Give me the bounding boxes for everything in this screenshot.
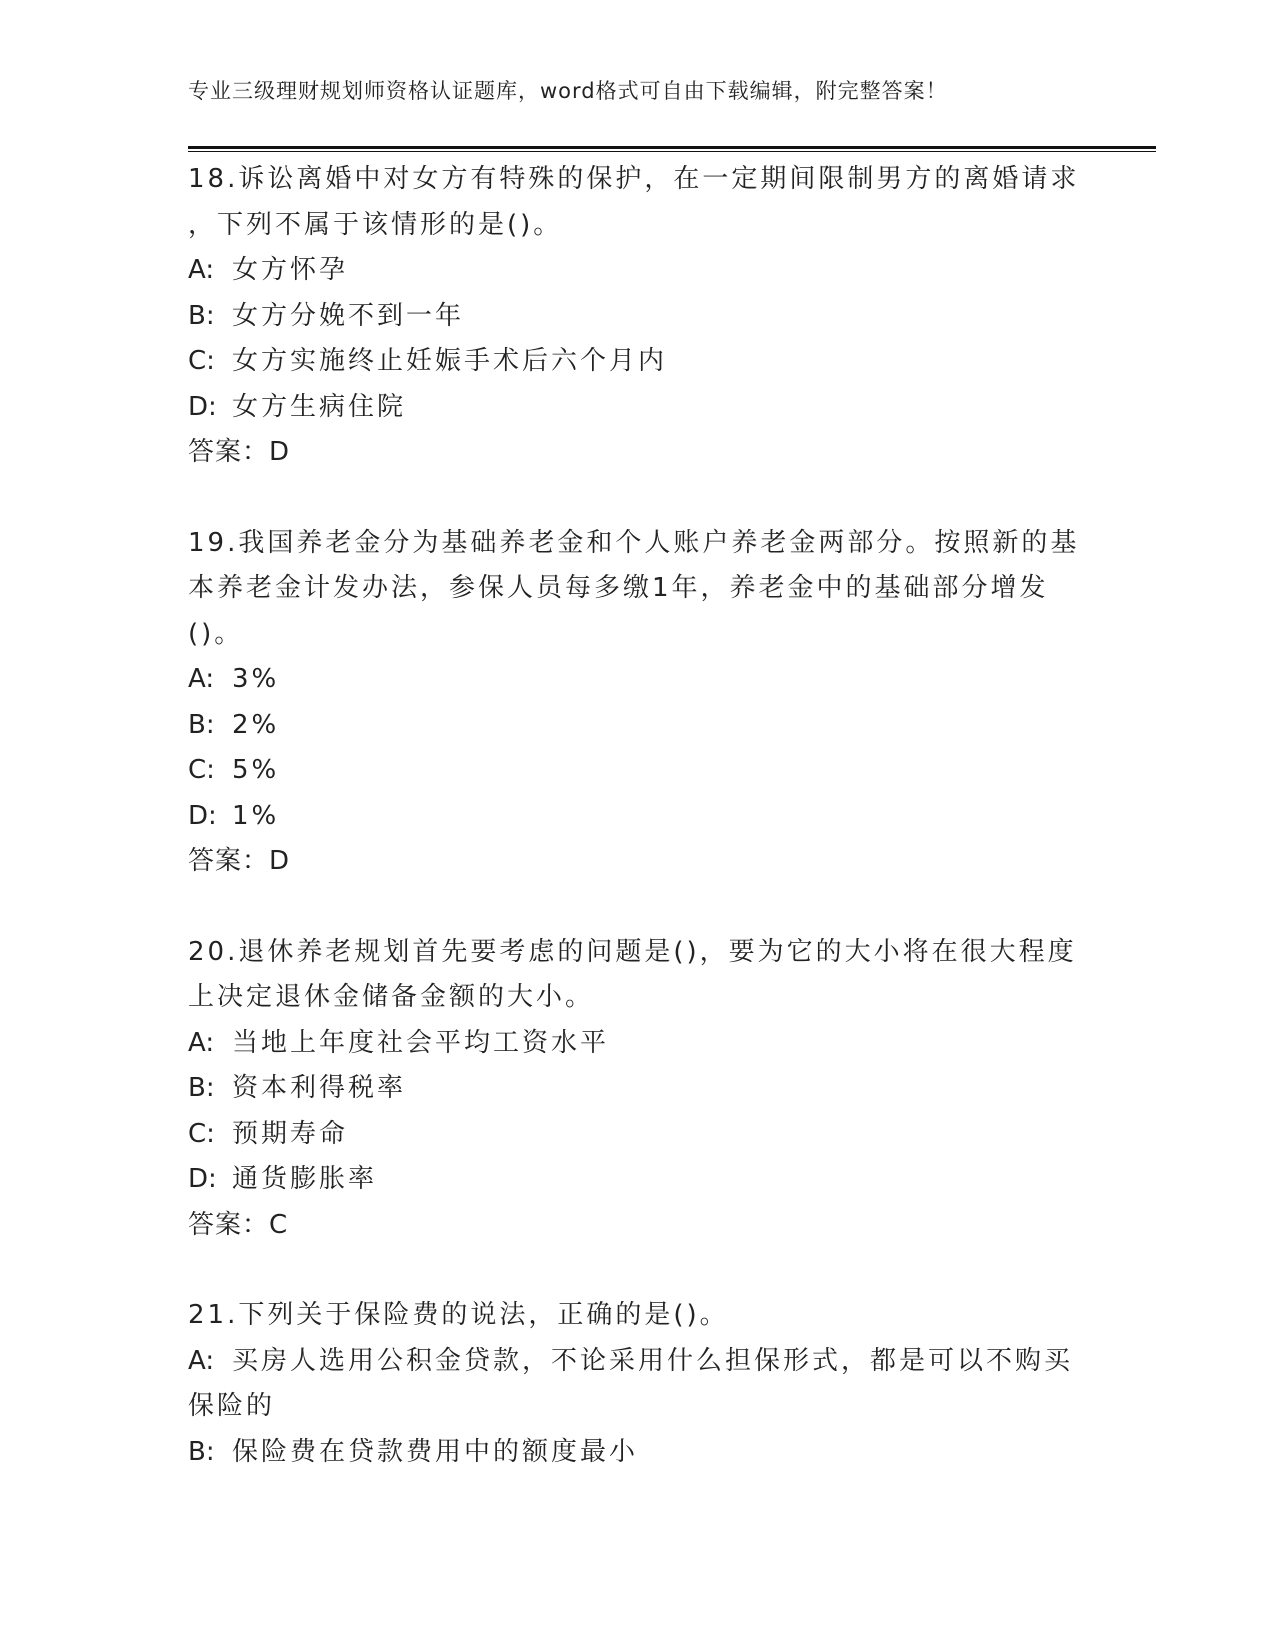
option-b	[188, 703, 1088, 749]
question-stem-line: 19.我国养老金分为基础养老金和个人账户养老金两部分。按照新的基	[188, 527, 1080, 558]
option-text: 保险费在贷款费用中的额度最小	[232, 1436, 639, 1467]
option-text: 2%	[232, 709, 280, 740]
option-b	[188, 1430, 1088, 1476]
option-a	[188, 248, 1088, 294]
option-text: 女方生病住院	[232, 391, 407, 422]
option-letter: A:	[188, 1345, 215, 1376]
option-letter: B:	[188, 1436, 215, 1467]
question-19	[188, 521, 1088, 885]
answer-line: 答案：D	[188, 437, 291, 467]
header-rule-thick	[188, 146, 1156, 149]
option-letter: C:	[188, 346, 215, 376]
option-text: 女方怀孕	[232, 255, 349, 285]
option-letter: B:	[188, 1073, 215, 1103]
answer-line: 答案：D	[188, 846, 291, 876]
option-letter: A:	[188, 255, 215, 285]
question-stem-line: 上决定退休金储备金额的大小。	[188, 982, 595, 1012]
answer-line: 答案：C	[188, 1209, 289, 1240]
page-header: 专业三级理财规划师资格认证题库，word格式可自由下载编辑，附完整答案！	[188, 79, 948, 103]
question-21	[188, 1293, 1088, 1475]
question-stem-line: 本养老金计发办法，参保人员每多缴1年，养老金中的基础部分增发	[188, 573, 1049, 603]
option-letter: D:	[188, 800, 217, 831]
option-letter: B:	[188, 300, 215, 331]
option-a	[188, 1339, 1088, 1385]
option-a-continuation: 保险的	[188, 1391, 276, 1421]
option-text: 1%	[232, 800, 280, 831]
option-text: 女方实施终止妊娠手术后六个月内	[232, 346, 668, 376]
question-stem-line: 18.诉讼离婚中对女方有特殊的保护，在一定期间限制男方的离婚请求	[188, 164, 1080, 194]
option-text: 女方分娩不到一年	[232, 300, 465, 331]
option-b	[188, 294, 1088, 340]
question-stem-line: ，下列不属于该情形的是()。	[188, 209, 563, 240]
question-stem-line: 20.退休养老规划首先要考虑的问题是()，要为它的大小将在很大程度	[188, 936, 1077, 967]
option-text: 3%	[232, 664, 280, 694]
option-c	[188, 339, 1088, 385]
option-d	[188, 794, 1088, 840]
question-stem-line: ()。	[188, 618, 244, 649]
option-letter: B:	[188, 709, 215, 740]
option-letter: D:	[188, 391, 217, 422]
option-a	[188, 657, 1088, 703]
option-text: 预期寿命	[232, 1118, 349, 1149]
option-c	[188, 748, 1088, 794]
header-rule-thin	[188, 151, 1156, 152]
option-d	[188, 385, 1088, 431]
option-d	[188, 1157, 1088, 1203]
option-c	[188, 1112, 1088, 1158]
option-text: 资本利得税率	[232, 1073, 407, 1103]
option-letter: C:	[188, 1118, 215, 1149]
option-letter: A:	[188, 1027, 215, 1058]
option-a	[188, 1021, 1088, 1067]
question-18	[188, 157, 1088, 476]
question-list	[188, 157, 1088, 1520]
option-letter: D:	[188, 1164, 217, 1194]
option-b	[188, 1066, 1088, 1112]
question-20	[188, 930, 1088, 1249]
option-letter: A:	[188, 664, 215, 694]
option-text: 买房人选用公积金贷款，不论采用什么担保形式，都是可以不购买	[232, 1345, 1074, 1376]
option-letter: C:	[188, 755, 215, 785]
option-text: 5%	[232, 755, 280, 785]
option-text: 通货膨胀率	[232, 1164, 378, 1194]
question-stem-line: 21.下列关于保险费的说法，正确的是()。	[188, 1300, 729, 1330]
option-text: 当地上年度社会平均工资水平	[232, 1027, 610, 1058]
